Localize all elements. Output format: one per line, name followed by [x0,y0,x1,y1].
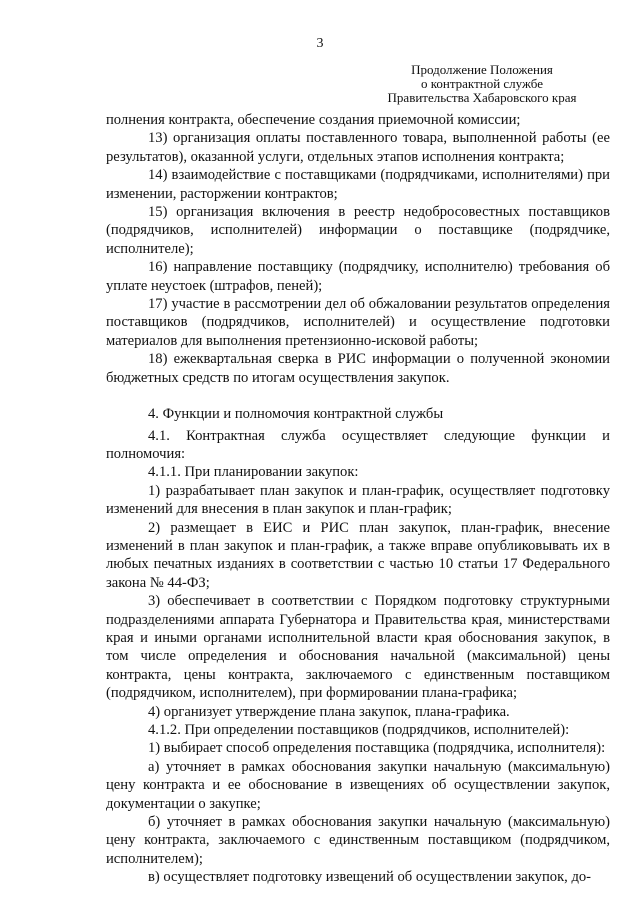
paragraph-def-v: в) осуществляет подготовку извещений об осуществлении закупок, до- [148,869,592,886]
paragraph-plan-3: 3) обеспечивает в соответствии с Порядком подготовку структурными подразделениями аппарата Губернатора и Правительства края, министерствами края и иными органами исполнительной власти края обоснования закупок, в том числе определения и обоснования начальной (максимальной) цены контракта, цены контракта, заключаемого с единственным поставщиком (подрядчиком, исполнителем), при формировании плана-графика; [106,593,610,702]
paragraph-continuation: полнения контракта, обеспечение создания приемочной комиссии; [106,112,521,128]
paragraph-item-13: 13) организация оплаты поставленного товара, выполненной работы (ее результатов), оказанной услуги, отдельных этапов исполнения контракта; [106,130,610,165]
header-line: Продолжение Положения [411,62,553,77]
paragraph-def-1: 1) выбирает способ определения поставщика (подрядчика, исполнителя): [148,740,606,757]
paragraph-item-15: 15) организация включения в реестр недобросовестных поставщиков (подрядчиков, исполнителей) информации о поставщике (подрядчике, исполнителе); [106,204,610,257]
document-body [106,111,610,887]
header-line: Правительства Хабаровского края [387,90,577,105]
page-number: 3 [316,36,324,51]
paragraph-item-14: 14) взаимодействие с поставщиками (подрядчиками, исполнителями) при изменении, расторжении контрактов; [106,167,610,202]
paragraph-plan-1: 1) разрабатывает план закупок и план-график, осуществляет подготовку изменений для внесения в план закупок и план-график; [106,482,610,518]
paragraph-def-b: б) уточняет в рамках обоснования закупки начальную (максимальную) цену контракта, заключаемого с единственным поставщиком (подрядчиком, исполнителем); [106,814,610,867]
paragraph-plan-2: 2) размещает в ЕИС и РИС план закупок, план-график, внесение изменений в план закупок и план-график, а также вправе опубликовывать их в любых печатных изданиях в соответствии с частью 10 статьи 17 Федерального закона № 44-ФЗ; [106,519,610,591]
paragraph-item-18: 18) ежеквартальная сверка в РИС информации о полученной экономии бюджетных средств по итогам осуществления закупок. [106,351,610,386]
section-heading: 4. Функции и полномочия контрактной службы [148,406,444,423]
header-line: о контрактной службе [420,76,544,91]
paragraph-item-16: 16) направление поставщику (подрядчику, исполнителю) требования об уплате неустоек (штрафов, пеней); [106,259,610,294]
paragraph-4-1: 4.1. Контрактная служба осуществляет следующие функции и полномочия: [106,427,610,462]
paragraph-item-17: 17) участие в рассмотрении дел об обжаловании результатов определения поставщиков (подрядчиков, исполнителей) и осуществление подготовки материалов для выполнения претензионно-исковой работы; [106,296,610,349]
paragraph-plan-4: 4) организует утверждение плана закупок, плана-графика. [148,703,510,720]
document-header [372,63,592,105]
paragraph-4-1-1: 4.1.1. При планировании закупок: [148,464,359,481]
paragraph-def-a: а) уточняет в рамках обоснования закупки начальную (максимальную) цену контракта и ее обоснование в извещениях об осуществлении закупок, документации о закупке; [106,758,610,812]
paragraph-4-1-2: 4.1.2. При определении поставщиков (подрядчиков, исполнителей): [148,722,570,738]
